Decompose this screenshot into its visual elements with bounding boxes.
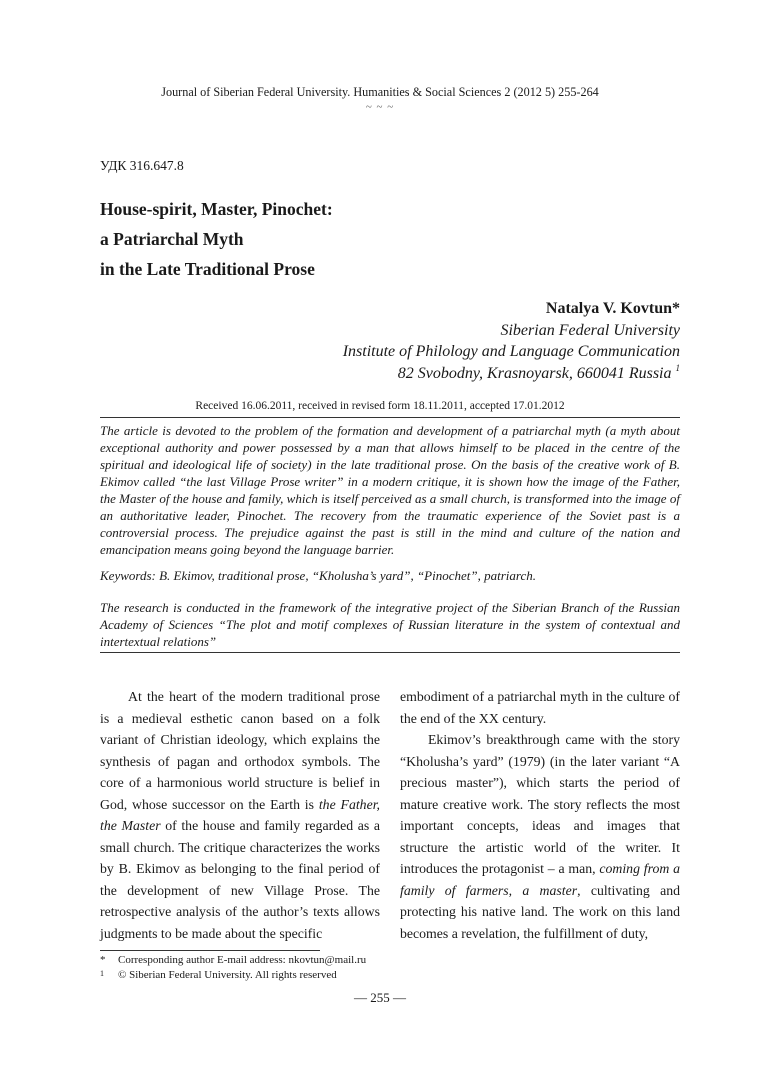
body-paragraph: embodiment of a patriarchal myth in the culture of the end of the XX century. — [400, 689, 680, 726]
body-text: At the heart of the modern traditional prose is a medieval esthetic canon based on a folk variant of Christian ideology, which explains the synthesis of pagan and orthodox symbols. The core of a harmonious world structure is belief in God, whose successor on the Earth is — [100, 689, 380, 812]
footnote-rule — [100, 950, 320, 951]
footnote-mark: 1 — [100, 968, 104, 978]
body-text: , — [508, 882, 523, 898]
title-line-2: a Patriarchal Myth — [100, 229, 244, 249]
affiliation-mark: 1 — [675, 362, 680, 373]
body-paragraph — [100, 686, 380, 944]
body-text: of the house and family regarded as a small church. The critique characterizes the works by B. Ekimov as belonging to the final period of the development of new Village Prose. The retrospective analysis of the author’s texts allows judgments to be made about the specific — [100, 818, 380, 941]
author-address-text: 82 Svobodny, Krasnoyarsk, 660041 Russia — [397, 364, 672, 382]
footnotes — [100, 953, 366, 982]
keywords: Keywords: B. Ekimov, traditional prose, “Kholusha’s yard”, “Pinochet”, patriarch. — [100, 568, 536, 583]
footnote-text: Corresponding author E-mail address: nkovtun@mail.ru — [118, 954, 367, 966]
article-title — [100, 194, 333, 284]
author-block — [343, 298, 680, 384]
research-note: The research is conducted in the framework of the integrative project of the Siberian Branch of the Russian Academy of Sciences “The plot and motif complexes of Russian literature in the system of contextual and intertextual relations” — [100, 600, 680, 649]
body-emphasis: coming from a family of farmers — [400, 861, 681, 898]
author-name: Natalya V. Kovtun* — [545, 300, 680, 317]
footnote-mark: * — [100, 954, 106, 966]
footnote-copyright — [100, 968, 366, 983]
abstract-bottom-rule — [100, 652, 680, 653]
author-address — [343, 363, 680, 385]
body-paragraph — [400, 729, 680, 944]
page-number: — 255 — — [354, 990, 406, 1005]
title-line-3: in the Late Traditional Prose — [100, 259, 315, 279]
footnote-text: © Siberian Federal University. All rights reserved — [118, 968, 337, 981]
body-text: Ekimov’s breakthrough came with the story “Kholusha’s yard” (1979) (in the later variant “A precious master”), which starts the period of mature creative work. The story reflects the most important concepts, ideas and images that structure the artistic world of the writer. It introduces the protagonist – a man, — [400, 732, 680, 876]
body-column-left — [100, 686, 380, 944]
udk-code: УДК 316.647.8 — [100, 158, 184, 173]
author-university: Siberian Federal University — [500, 321, 680, 339]
author-institute: Institute of Philology and Language Communication — [342, 343, 680, 360]
header-ornament: ~ ~ ~ — [365, 101, 395, 113]
body-emphasis: the Father, the Master — [100, 796, 380, 833]
footnote-corresponding — [100, 953, 366, 968]
body-emphasis: a master — [522, 882, 578, 898]
title-line-1: House-spirit, Master, Pinochet: — [100, 199, 333, 219]
received-dates: Received 16.06.2011, received in revised form 18.11.2011, accepted 17.01.2012 — [195, 400, 565, 412]
abstract: The article is devoted to the problem of the formation and development of a patriarchal myth (a myth about exceptional authority and power possessed by a man that allows himself to be placed in the centre of the spiritual and ideological life of society) in the late traditional prose. On the basis of the creative work of B. Ekimov called “the last Village Prose writer” in a modern critique, it is shown how the image of the Father, the Master of the house and family, which is itself perceived as a small church, is transformed into the image of an authoritative leader, Pinochet. The recovery from the traumatic experience of the Soviet past is a controversial process. The prejudice against the past is still in the mind and culture of the nation and emancipation means going beyond the language barrier. — [100, 423, 680, 557]
journal-header: Journal of Siberian Federal University. Humanities & Social Sciences 2 (2012 5) 255-264 — [161, 85, 599, 99]
body-column-right — [400, 686, 680, 944]
abstract-top-rule — [100, 417, 680, 418]
body-text: , cultivating and protecting his native land. The work on this land becomes a revelation, the fulfillment of duty, — [400, 882, 681, 941]
